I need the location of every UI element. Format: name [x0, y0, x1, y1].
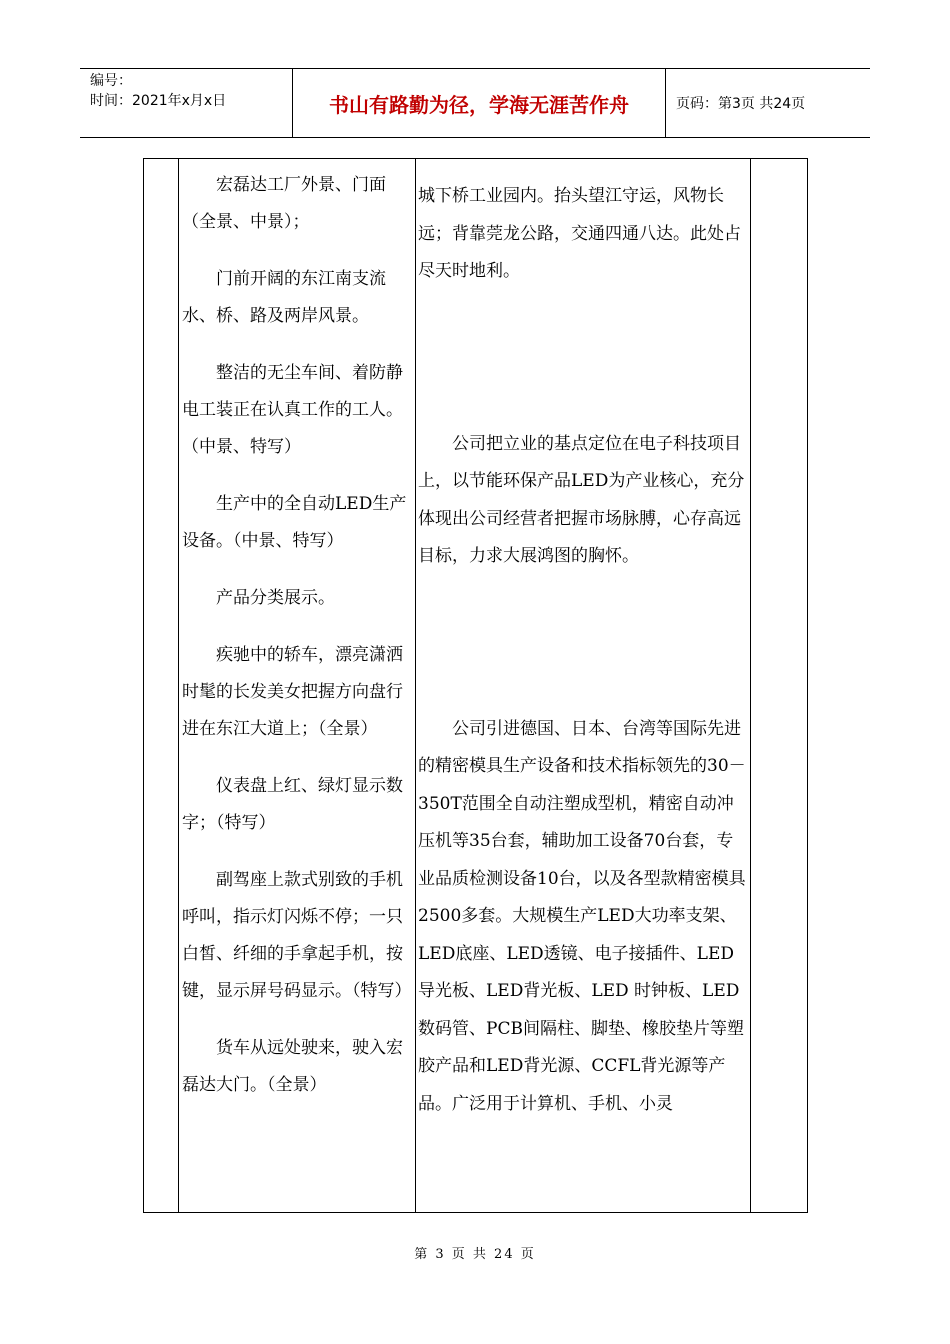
narration-text: 公司引进德国、日本、台湾等国际先进的精密模具生产设备和技术指标领先的30－350T范围全自动注塑成型机，精密自动冲压机等35台套，辅助加工设备70台套，专业品质检测设备10台，以及各型款精密模具2500多套。大规模生产LED大功率支架、LED底座、LED透镜、电子接插件、LED导光板、LED背光板、LED 时钟板、LED数码管、PCB间隔柱、脚垫、橡胶垫片等塑胶产品和LED背光源、CCFL背光源等产品。广泛用于计算机、手机、小灵 [418, 718, 746, 1114]
header-meta [80, 69, 293, 137]
script-table [143, 158, 808, 1213]
narration-column [418, 178, 748, 1123]
scene-text: 生产中的全自动LED生产设备。（中景、特写） [182, 494, 407, 551]
narration-text: 城下桥工业园内。抬头望江守运，风物长远；背靠莞龙公路，交通四通八达。此处占尽天时地利。 [418, 186, 741, 281]
narration-text: 公司把立业的基点定位在电子科技项目上，以节能环保产品LED为产业核心，充分体现出公司经营者把握市场脉膊，心存高远目标，力求大展鸿图的胸怀。 [418, 433, 745, 566]
header-page-info: 页码：第3页 共24页 [676, 96, 806, 112]
scene-text: 副驾座上款式别致的手机呼叫，指示灯闪烁不停；一只白皙、纤细的手拿起手机，按键，显示屏号码显示。（特写） [182, 870, 412, 1001]
page-header [80, 68, 870, 138]
time-label: 时间：2021年x月x日 [90, 93, 227, 109]
column-divider [750, 159, 751, 1212]
serial-label: 编号： [90, 73, 132, 89]
scene-column [182, 167, 412, 1104]
scene-text: 仪表盘上红、绿灯显示数字；（特写） [182, 776, 403, 833]
page-footer: 第 3 页 共 24 页 [414, 1247, 536, 1262]
scene-text: 产品分类展示。 [216, 588, 335, 608]
scene-text: 宏磊达工厂外景、门面（全景、中景）； [182, 175, 386, 232]
scene-text: 疾驰中的轿车，漂亮潇洒时髦的长发美女把握方向盘行进在东江大道上；（全景） [182, 645, 403, 739]
header-motto: 书山有路勤为径，学海无涯苦作舟 [293, 69, 666, 137]
scene-text: 货车从远处驶来，驶入宏磊达大门。（全景） [182, 1038, 403, 1095]
column-divider [415, 159, 416, 1212]
column-divider [178, 159, 179, 1212]
scene-text: 整洁的无尘车间、着防静电工装正在认真工作的工人。（中景、特写） [182, 363, 403, 457]
scene-text: 门前开阔的东江南支流水、桥、路及两岸风景。 [182, 269, 386, 326]
